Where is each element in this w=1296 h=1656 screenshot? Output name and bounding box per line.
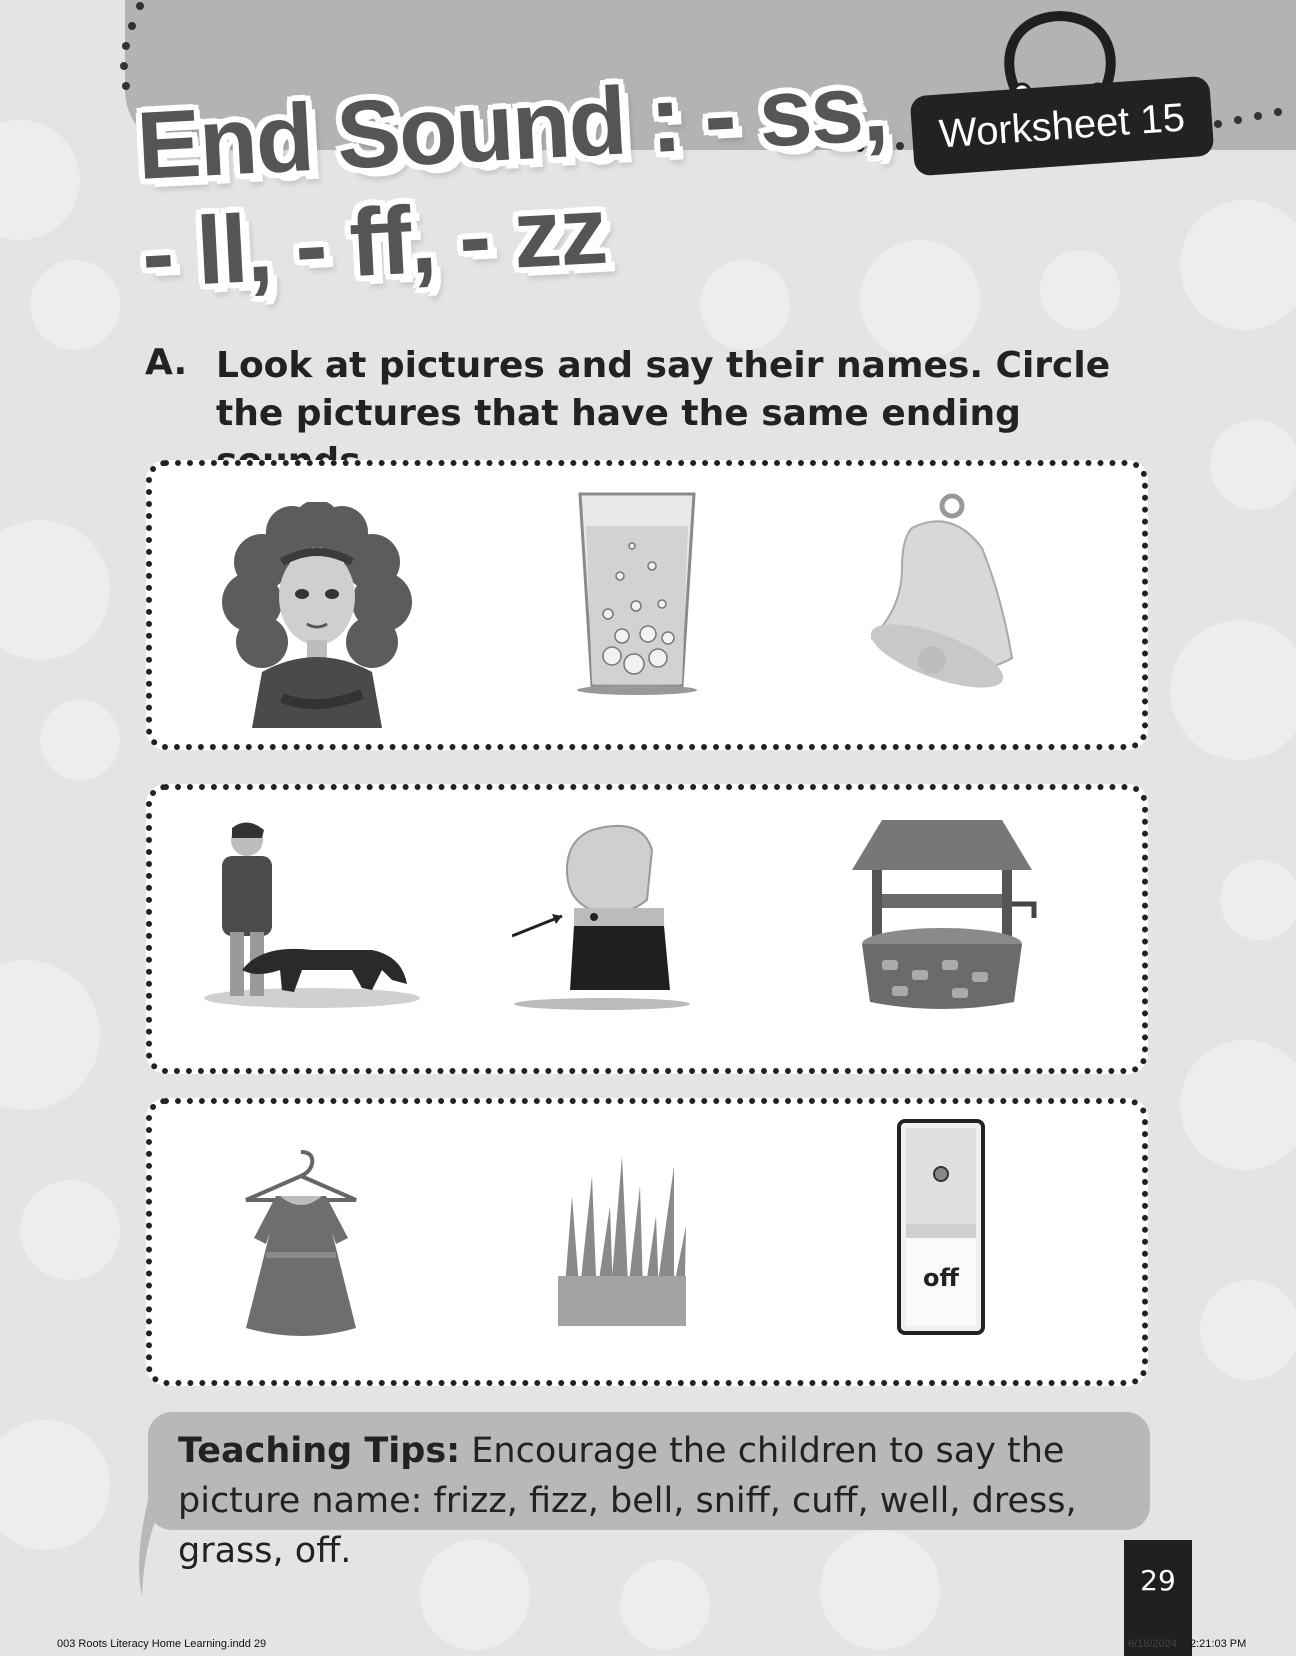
- page-number: 29: [1124, 1540, 1192, 1656]
- picture-row-2: [146, 784, 1148, 1074]
- speech-tail-decoration: [134, 1500, 174, 1600]
- question-letter: A.: [145, 342, 188, 383]
- curly-haired-girl-icon[interactable]: [222, 502, 412, 728]
- page-title-line-1: End Sound : - ss,: [134, 53, 889, 201]
- page-title-line-2: - ll, - ff, - zz: [139, 176, 609, 309]
- wishing-well-icon[interactable]: [842, 820, 1042, 1012]
- switch-off-label: off: [923, 1264, 959, 1292]
- dress-on-hanger-icon[interactable]: [236, 1148, 366, 1338]
- teaching-tips-label: Teaching Tips:: [178, 1431, 461, 1471]
- bell-icon[interactable]: [842, 488, 1022, 698]
- fizzy-drink-glass-icon[interactable]: [572, 486, 702, 700]
- worksheet-tag: Worksheet 15: [910, 76, 1215, 177]
- footer-time: 2:21:03 PM: [1190, 1638, 1247, 1650]
- teaching-tips-text: Encourage the children to say the picture name: frizz, fizz, bell, sniff, cuff, well, dress, grass, off.: [178, 1431, 1077, 1571]
- light-switch-icon[interactable]: [896, 1118, 986, 1336]
- footer-date: 6/18/2024: [1128, 1638, 1177, 1650]
- footer-filename: 003 Roots Literacy Home Learning.indd 29: [57, 1638, 267, 1650]
- picture-row-1: [146, 460, 1148, 750]
- question-instruction: Look at pictures and say their names. Circle the pictures that have the same ending: [216, 345, 1111, 434]
- picture-row-3: [146, 1098, 1148, 1386]
- shirt-cuff-icon[interactable]: [512, 820, 712, 1012]
- teaching-tips-box: [148, 1412, 1150, 1571]
- grass-tuft-icon[interactable]: [552, 1156, 692, 1326]
- boy-with-sniffing-dog-icon[interactable]: [202, 820, 422, 1012]
